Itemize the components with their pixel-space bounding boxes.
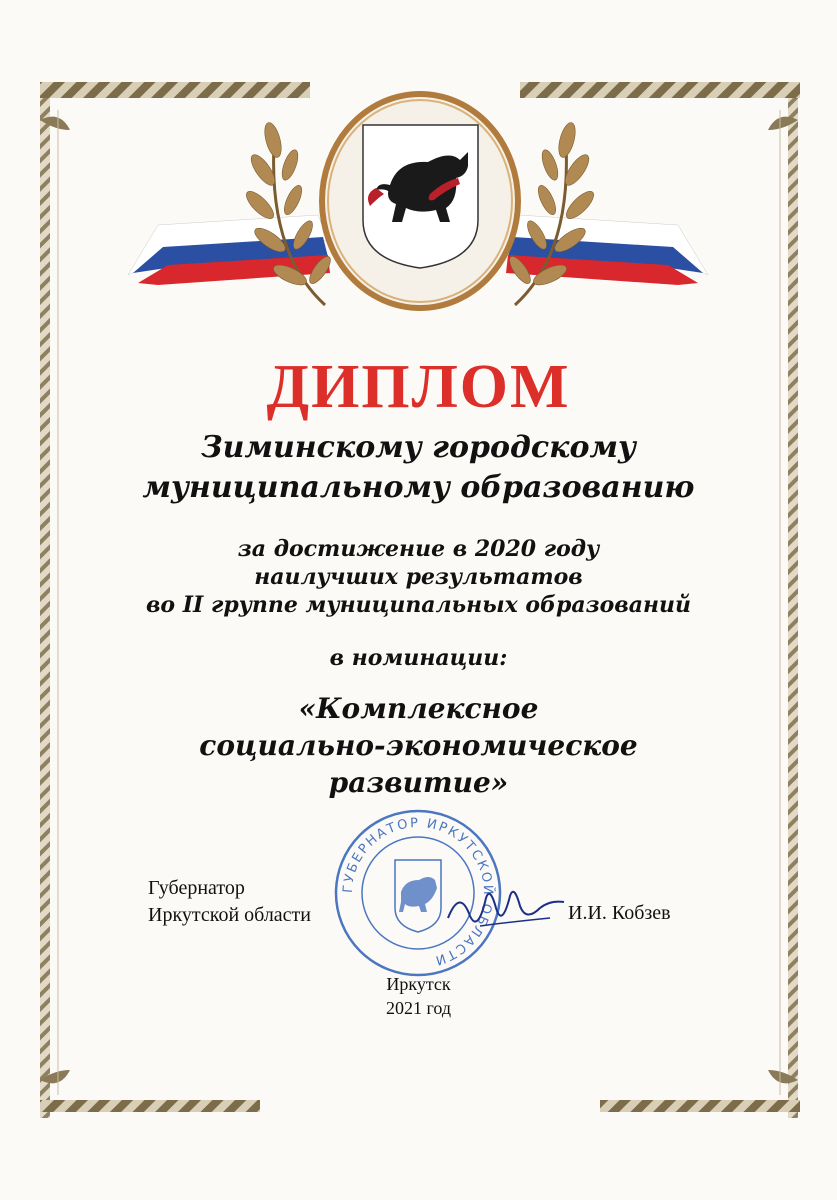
signature-icon <box>440 878 570 938</box>
place-city: Иркутск <box>386 974 451 994</box>
signatory-name: И.И. Кобзев <box>568 902 671 924</box>
coat-of-arms-icon <box>318 90 522 312</box>
nomination-line: развитие» <box>328 766 509 799</box>
nomination-line: «Комплексное <box>298 692 539 725</box>
recipient-line: Зиминскому городскому <box>201 430 636 465</box>
nomination-line: социально-экономическое <box>199 729 638 762</box>
signatory-position <box>148 875 311 929</box>
nomination-title <box>0 690 837 801</box>
nomination-label: в номинации: <box>329 645 508 671</box>
reason-line: во II группе муниципальных образований <box>145 592 692 618</box>
recipient-name <box>0 428 837 508</box>
recipient-line: муниципальному образованию <box>142 470 695 505</box>
reason-line: за достижение в 2020 году <box>237 536 600 562</box>
position-line: Иркутской области <box>148 904 311 926</box>
svg-text:ГУБЕРНАТОР ИРКУТСКОЙ ОБЛАСТИ: ГУБЕРНАТОР ИРКУТСКОЙ ОБЛАСТИ <box>340 815 496 968</box>
reason-line: наилучших результатов <box>254 564 583 590</box>
diploma-title: ДИПЛОМ <box>266 353 571 421</box>
award-reason <box>0 535 837 619</box>
place-and-date <box>0 972 837 1020</box>
position-line: Губернатор <box>148 877 245 899</box>
place-year: 2021 год <box>385 998 452 1018</box>
